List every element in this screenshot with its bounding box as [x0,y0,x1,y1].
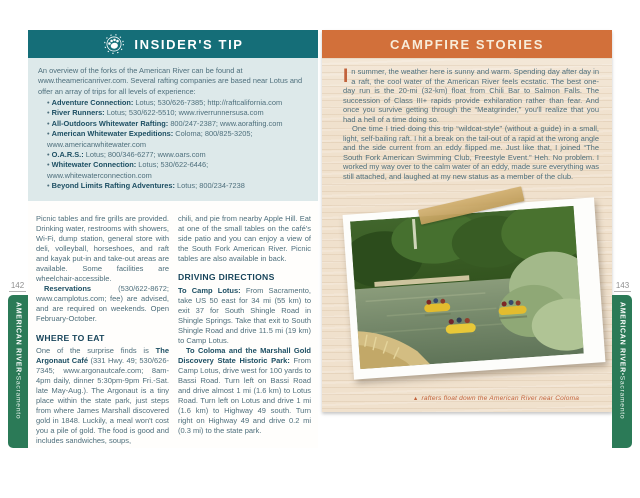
caption-arrow-icon: ▲ [412,396,419,402]
list-item: • Whitewater Connection: Lotus; 530/622-6446; www.whitewaterconnection.com [47,160,307,181]
paragraph: Picnic tables and fire grills are provided. Drinking water, restrooms with showers, Wi-Fi, dump station, general store with deli, volleyball, horseshoes, and raft and kayak put-in and take-out areas are available. Some facilities are wheelchair-accessible. [36,214,169,284]
driving-directions-heading: DRIVING DIRECTIONS [178,272,275,283]
left-column [36,214,169,447]
page-number-left: 142 [10,281,25,290]
caption-text: rafters float down the American River near Coloma [421,395,580,402]
tab-text: AMERICAN RIVER•Sacramento [618,302,626,420]
right-column [178,214,311,447]
left-banner-title: INSIDER'S TIP [134,36,244,52]
tip-intro: An overview of the forks of the American River can be found at www.theamericanriver.com. Several rafting companies are based near Lotus and offer an array of trips for all levels of experience: [38,66,303,96]
list-item: • Adventure Connection: Lotus; 530/626-7385; http://raftcalifornia.com [47,98,307,108]
insider-tip-box [28,58,318,201]
paragraph: Reservations (530/622-8672; www.camplotus.com; fee) are advised, and are required on weekends. Open February-October. [36,284,169,324]
reservations-label: Reservations [44,284,92,294]
bear-paw-icon [102,32,126,56]
list-item: • O.A.R.S.: Lotus; 800/346-6277; www.oars.com [47,150,307,160]
campfire-stories-banner [322,30,612,58]
paragraph: One time I tried doing this trip “wildcat-style” (without a guide) in a small, light, self-bailing raft. I hit a break on the tail-out of a rapid at the wrong angle and the side current from an eddy flipped me. Just like that, I joined “The South Fork American Swimming Club, Freestyle Event.” Heh. No problem. I worked my way over to the calm water of an eddy, made sure everything was still attached, and laughed at my new status as a member of the club. [343,124,599,181]
paragraph: To Camp Lotus: From Sacramento, take US 50 east for 34 mi (55 km) to exit 37 for South Shingle Road in Shingle Springs. Take that exit to South Shingle Road and drive 11.5 mi (19 km) to Camp Lotus. [178,285,311,345]
rafting-photo-image [350,206,584,369]
section-tab-left [8,295,28,448]
tab-text: AMERICAN RIVER•Sacramento [14,302,22,420]
paragraph: chili, and pie from nearby Apple Hill. Eat at one of the small tables on the café's side patio and you can enjoy a view of the South Fork American River. Picnic tables are also available in back. [178,214,311,264]
argonaut-cafe-name: The Argonaut Café [36,346,169,366]
left-page [28,30,318,448]
river-photo [343,197,606,379]
where-to-eat-heading: WHERE TO EAT [36,332,105,343]
campfire-story-text [322,58,612,181]
two-column-text [28,201,318,447]
photo-caption [392,395,600,402]
to-camp-lotus-label: To Camp Lotus: [178,285,241,295]
list-item: • American Whitewater Expeditions: Coloma; 800/825-3205; www.americanwhitewater.com [47,129,307,150]
section-tab-right [612,295,632,448]
right-banner-title: CAMPFIRE STORIES [390,36,544,52]
page-number-right: 143 [615,281,630,290]
to-coloma-label: To Coloma and the Marshall Gold Discovery State Historic Park: [178,346,311,366]
paragraph: One of the surprise finds is The Argonaut Café (331 Hwy. 49; 530/626-7345; www.argonautcafe.com; 8am-4pm daily, dinner 5:30pm-9pm Fri.-Sat. late May-Aug.). The Argonaut is a tiny place within the state park, just steps from where James Marshall discovered gold in 1848. Luckily, a meal won't cost you a pile of gold. The food is good and includes sandwiches, soups, [36,346,169,446]
paragraph: In summer, the weather here is sunny and warm. Spending day after day in a raft, the cool water of the American River feels ecstatic. The best one-day run is the 20-mi (32-km) float from Chili Bar to Salmon Falls. The succession of Class III+ rapids provide exhilaration rather than fear. And once you survive getting through the “Meatgrinder,” you'll realize that you had a hell of a time doing so. [343,66,599,124]
paragraph: To Coloma and the Marshall Gold Discovery State Historic Park: From Camp Lotus, drive west for 100 yards to Bassi Road. Turn left on Bassi Road and drive almost 1 mi (1.6 km) to Lotus Road. Turn left on Lotus and drive 1 mi (1.6 km) to Highway 49 south. Turn right on Highway 49 and drive 0.2 mi (0.3 mi) to the state park. [178,346,311,436]
insiders-tip-banner [28,30,318,58]
list-item: • All-Outdoors Whitewater Rafting: 800/247-2387; www.aorafting.com [47,119,307,129]
drop-cap: I [343,66,349,87]
list-item: • Beyond Limits Rafting Adventures: Lotus; 800/234-7238 [47,181,307,191]
rafting-companies-list [38,98,307,191]
list-item: • River Runners: Lotus; 530/622-5510; www.riverrunnersusa.com [47,108,307,118]
right-page [322,30,612,412]
